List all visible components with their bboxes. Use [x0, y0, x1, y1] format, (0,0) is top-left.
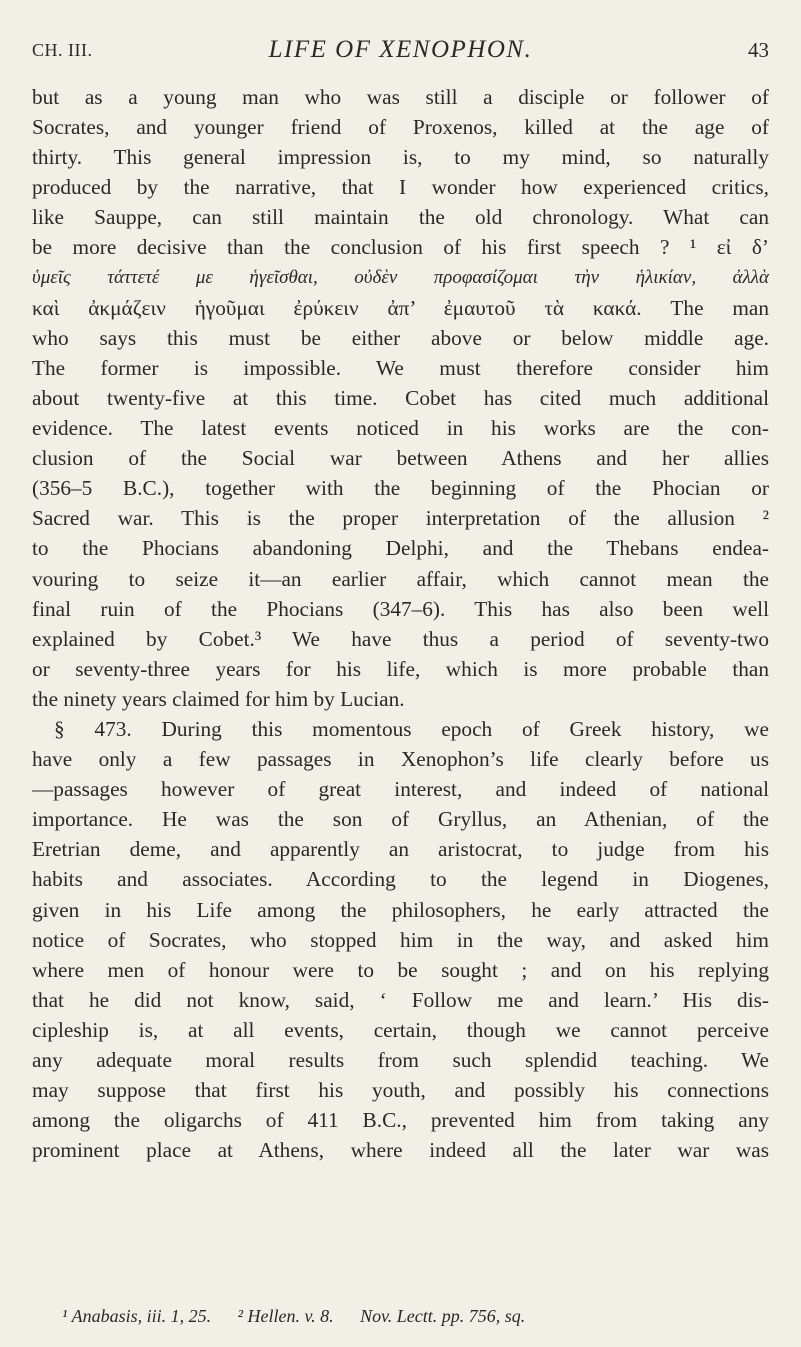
- text-line: notice of Socrates, who stopped him in the way, and asked him: [32, 927, 769, 952]
- text-line: Socrates, and younger friend of Proxenos, killed at the age of: [32, 115, 769, 140]
- body-text: [32, 82, 769, 1165]
- text-line: importance. He was the son of Gryllus, an Athenian, of the: [32, 807, 769, 832]
- footnote-1: ¹ Anabasis, iii. 1, 25.: [62, 1306, 212, 1326]
- greek-quote-line: ὑμεῖς τάττετέ με ἡγεῖσθαι, οὐδὲν προφασίζομαι τὴν ἡλικίαν, ἀλλὰ: [32, 266, 769, 288]
- page-number: 43: [748, 38, 769, 62]
- text-line: prominent place at Athens, where indeed all the later war was: [32, 1138, 769, 1163]
- text-line: any adequate moral results from such splendid teaching. We: [32, 1048, 769, 1072]
- text-line: explained by Cobet.³ We have thus a period of seventy-two: [32, 626, 769, 651]
- text-line: where men of honour were to be sought ; and on his replying: [32, 957, 769, 982]
- footnote-2: ² Hellen. v. 8.: [237, 1306, 334, 1326]
- text-line: cipleship is, at all events, certain, though we cannot perceive: [32, 1017, 769, 1042]
- running-title: LIFE OF XENOPHON.: [268, 36, 533, 63]
- text-line: vouring to seize it—an earlier affair, which cannot mean the: [32, 566, 769, 591]
- text-line: who says this must be either above or below middle age.: [32, 325, 769, 350]
- footnote-3: Nov. Lectt. pp. 756, sq.: [360, 1306, 526, 1326]
- text-line: may suppose that first his youth, and possibly his connections: [32, 1078, 769, 1103]
- text-line: thirty. This general impression is, to my mind, so naturally: [32, 145, 769, 170]
- text-line: The former is impossible. We must therefore consider him: [32, 355, 769, 380]
- text-line: have only a few passages in Xenophon’s life clearly before us: [32, 747, 769, 772]
- text-line: —passages however of great interest, and indeed of national: [32, 777, 769, 802]
- text-line: (356–5 B.C.), together with the beginning of the Phocian or: [32, 476, 769, 501]
- text-line: clusion of the Social war between Athens and her allies: [32, 446, 769, 471]
- text-line: habits and associates. According to the legend in Diogenes,: [32, 867, 769, 892]
- text-line: among the oligarchs of 411 B.C., prevented him from taking any: [32, 1108, 769, 1133]
- text-line: to the Phocians abandoning Delphi, and the Thebans endea-: [32, 536, 769, 561]
- chapter-label: CH. III.: [32, 40, 93, 60]
- text-line: produced by the narrative, that I wonder how experienced critics,: [32, 175, 769, 200]
- running-head: [32, 36, 769, 70]
- section-start-line: § 473. During this momentous epoch of Greek history, we: [54, 716, 769, 741]
- text-line: Eretrian deme, and apparently an aristocrat, to judge from his: [32, 837, 769, 862]
- text-line: καὶ ἀκμάζειν ἡγοῦμαι ἐρύκειν ἀπ’ ἐμαυτοῦ τὰ κακά. The man: [32, 295, 769, 320]
- text-line: evidence. The latest events noticed in his works are the con-: [32, 416, 769, 441]
- text-line: or seventy-three years for his life, which is more probable than: [32, 656, 769, 681]
- text-line: be more decisive than the conclusion of his first speech ? ¹ εἰ δ’: [32, 235, 769, 260]
- text-line: like Sauppe, can still maintain the old chronology. What can: [32, 205, 769, 230]
- text-line: given in his Life among the philosophers, he early attracted the: [32, 897, 769, 922]
- text-line: about twenty-five at this time. Cobet has cited much additional: [32, 385, 769, 410]
- text-line: but as a young man who was still a disciple or follower of: [32, 85, 769, 109]
- text-line: Sacred war. This is the proper interpretation of the allusion ²: [32, 506, 769, 531]
- text-line: that he did not know, said, ‘ Follow me and learn.’ His dis-: [32, 987, 769, 1012]
- text-line: final ruin of the Phocians (347–6). This has also been well: [32, 596, 769, 621]
- footnotes: [62, 1306, 762, 1327]
- paragraph-end-line: the ninety years claimed for him by Lucian.: [32, 686, 405, 711]
